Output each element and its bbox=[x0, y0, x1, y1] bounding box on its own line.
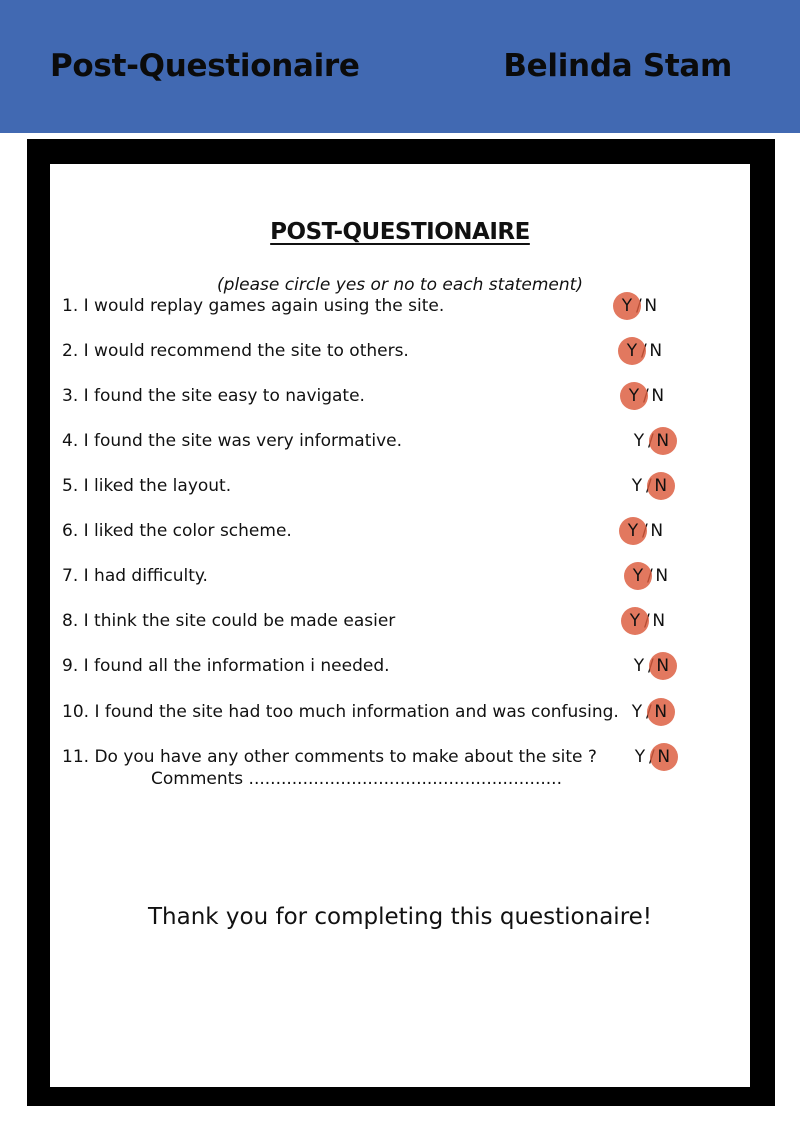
answer-group bbox=[625, 341, 663, 361]
question-text: 9. I found all the information i needed. bbox=[62, 656, 390, 676]
document-frame bbox=[27, 139, 775, 1106]
question-text: 6. I liked the color scheme. bbox=[62, 521, 292, 541]
comments-line: Comments .......................................................... bbox=[151, 769, 562, 789]
answer-separator: / bbox=[636, 296, 642, 316]
answer-separator: / bbox=[648, 431, 654, 451]
question-text: 1. I would replay games again using the site. bbox=[62, 296, 445, 316]
no-option[interactable]: N bbox=[654, 702, 668, 722]
answer-group bbox=[633, 747, 671, 767]
yes-option[interactable]: Y bbox=[631, 476, 643, 496]
question-text: 3. I found the site easy to navigate. bbox=[62, 386, 365, 406]
answer-group bbox=[632, 431, 670, 451]
questionnaire-instruction: (please circle yes or no to each statement) bbox=[217, 275, 583, 295]
answer-separator: / bbox=[646, 702, 652, 722]
yes-option[interactable]: Y bbox=[631, 702, 643, 722]
yes-option[interactable]: Y bbox=[633, 656, 645, 676]
answer-group bbox=[630, 702, 668, 722]
no-option[interactable]: N bbox=[644, 296, 658, 316]
no-option[interactable]: N bbox=[651, 386, 665, 406]
yes-option[interactable]: Y bbox=[632, 566, 644, 586]
yes-option[interactable]: Y bbox=[621, 296, 633, 316]
answer-separator: / bbox=[648, 656, 654, 676]
no-option[interactable]: N bbox=[650, 521, 664, 541]
no-option[interactable]: N bbox=[652, 611, 666, 631]
answer-group bbox=[631, 566, 669, 586]
header-title: Post-Questionaire bbox=[50, 48, 360, 84]
yes-option[interactable]: Y bbox=[633, 431, 645, 451]
page-header bbox=[0, 0, 800, 133]
answer-separator: / bbox=[647, 566, 653, 586]
no-option[interactable]: N bbox=[655, 566, 669, 586]
question-text: 10. I found the site had too much information and was confusing. bbox=[62, 702, 619, 722]
no-option[interactable]: N bbox=[649, 341, 663, 361]
yes-option[interactable]: Y bbox=[634, 747, 646, 767]
answer-group bbox=[628, 611, 666, 631]
answer-separator: / bbox=[644, 611, 650, 631]
questionnaire-title: POST-QUESTIONAIRE bbox=[270, 219, 530, 245]
question-text: 7. I had difficulty. bbox=[62, 566, 208, 586]
answer-group bbox=[626, 521, 664, 541]
question-text: 2. I would recommend the site to others. bbox=[62, 341, 409, 361]
answer-group bbox=[627, 386, 665, 406]
answer-separator: / bbox=[642, 521, 648, 541]
questionnaire-sheet bbox=[50, 164, 750, 1087]
no-option[interactable]: N bbox=[656, 431, 670, 451]
yes-option[interactable]: Y bbox=[626, 341, 638, 361]
no-option[interactable]: N bbox=[656, 656, 670, 676]
header-author: Belinda Stam bbox=[503, 48, 732, 84]
question-text: 5. I liked the layout. bbox=[62, 476, 232, 496]
answer-separator: / bbox=[641, 341, 647, 361]
question-text: 4. I found the site was very informative. bbox=[62, 431, 402, 451]
answer-group bbox=[630, 476, 668, 496]
yes-option[interactable]: Y bbox=[627, 521, 639, 541]
question-text: 8. I think the site could be made easier bbox=[62, 611, 396, 631]
yes-option[interactable]: Y bbox=[629, 611, 641, 631]
yes-option[interactable]: Y bbox=[628, 386, 640, 406]
answer-separator: / bbox=[646, 476, 652, 496]
question-text: 11. Do you have any other comments to make about the site ? bbox=[62, 747, 597, 767]
no-option[interactable]: N bbox=[657, 747, 671, 767]
answer-group bbox=[632, 656, 670, 676]
answer-group bbox=[620, 296, 658, 316]
closing-message: Thank you for completing this questionaire! bbox=[147, 904, 653, 930]
no-option[interactable]: N bbox=[654, 476, 668, 496]
answer-separator: / bbox=[643, 386, 649, 406]
answer-separator: / bbox=[649, 747, 655, 767]
